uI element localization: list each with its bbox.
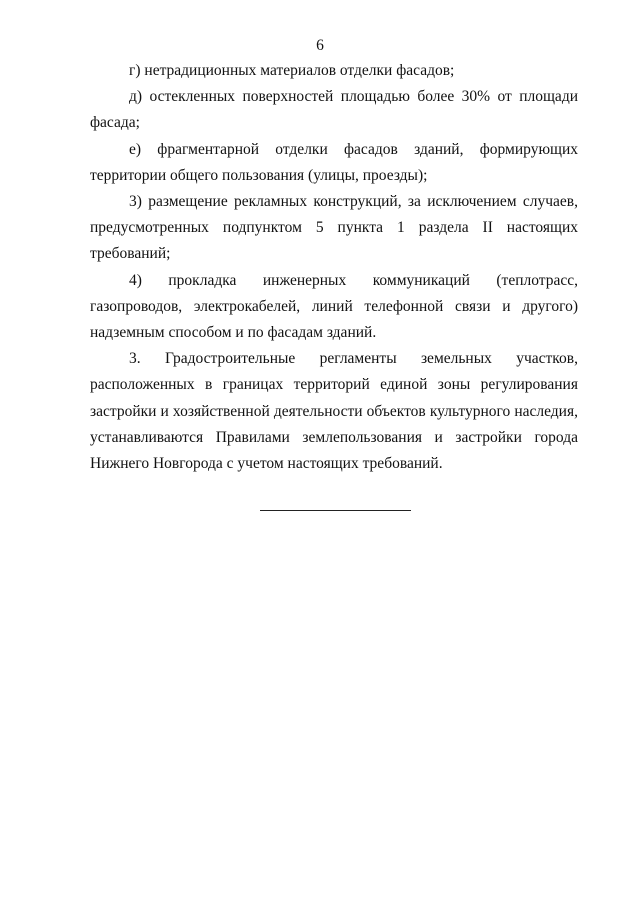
paragraph-glazed-surfaces: д) остекленных поверхностей площадью более 30% от площади фасада; <box>90 88 578 132</box>
paragraph-advertising-structures: 3) размещение рекламных конструкций, за исключением случаев, предусмотренных подпунктом 5 пункта 1 раздела II настоящих требований; <box>90 193 578 263</box>
paragraph-engineering-utilities: 4) прокладка инженерных коммуникаций (теплотрасс, газопроводов, электрокабелей, линий телефонной связи и другого) надземным способом и по фасадам зданий. <box>90 271 578 342</box>
document-body <box>90 58 578 477</box>
paragraph-urban-regulations: 3. Градостроительные регламенты земельных участков, расположенных в границах территорий единой зоны регулирования застройки и хозяйственной деятельности объектов культурного наследия, устанавливаются Правилами землепользования и застройки города Нижнего Новгорода с учетом настоящих требований. <box>90 350 578 473</box>
paragraph-fragmentary-finish: е) фрагментарной отделки фасадов зданий, формирующих территории общего пользования (улицы, проезды); <box>90 140 578 184</box>
page-number: 6 <box>316 37 324 54</box>
paragraph-facade-materials: г) нетрадиционных материалов отделки фасадов; <box>129 62 455 79</box>
end-divider-line <box>260 510 411 511</box>
